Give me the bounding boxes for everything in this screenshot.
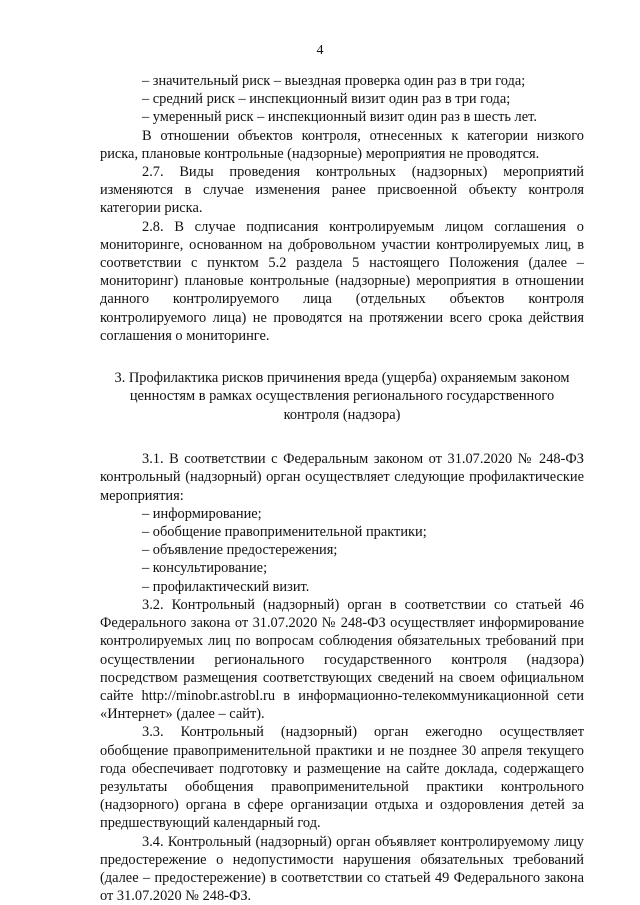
prevention-list-item: – консультирование;	[142, 560, 268, 577]
risk-list-item: – средний риск – инспекционный визит один раз в три года;	[142, 91, 511, 108]
prevention-list-item: – информирование;	[142, 505, 262, 522]
paragraph-3-4: 3.4. Контрольный (надзорный) орган объявляет контролируемому лицу предостережение о недопустимости нарушения обязательных требований (далее – предостережение) в соответствии со статьей 49 Федерального закона от 31.07.2020 № 248-ФЗ.	[100, 833, 584, 905]
document-body	[100, 72, 584, 905]
prevention-list-item: – обобщение правоприменительной практики;	[142, 524, 427, 541]
section-3-heading: 3. Профилактика рисков причинения вреда (ущерба) охраняемым законом ценностям в рамках осуществления регионального государственного контроля (надзора)	[114, 370, 570, 423]
prevention-list-item: – объявление предостережения;	[142, 542, 338, 559]
paragraph-3-3: 3.3. Контрольный (надзорный) орган ежегодно осуществляет обобщение правоприменительной практики и не позднее 30 апреля текущего года обеспечивает подготовку и размещение на сайте доклада, содержащего результаты обобщения правоприменительной практики контрольного (надзорного) органа в сфере организации отдыха и оздоровления детей за предшествующий календарный год.	[100, 724, 584, 832]
low-risk-paragraph: В отношении объектов контроля, отнесенных к категории низкого риска, плановые контрольные (надзорные) мероприятия не проводятся.	[100, 127, 584, 162]
risk-list-item: – умеренный риск – инспекционный визит один раз в шесть лет.	[142, 109, 537, 126]
paragraph-2-7: 2.7. Виды проведения контрольных (надзорных) мероприятий изменяются в случае изменения ранее присвоенной объекту контроля категории риска.	[100, 164, 584, 217]
paragraph-3-2: 3.2. Контрольный (надзорный) орган в соответствии со статьей 46 Федерального закона от 31.07.2020 № 248-ФЗ осуществляет информирование контролируемых лиц по вопросам соблюдения обязательных требований при осуществлении регионального государственного контроля (надзора) посредством размещения соответствующих сведений на своем официальном сайте http://minobr.astrobl.ru в информационно-телекоммуникационной сети «Интернет» (далее – сайт).	[100, 596, 584, 723]
paragraph-2-8: 2.8. В случае подписания контролируемым лицом соглашения о мониторинге, основанном на добровольном участии контролируемых лиц, в соответствии с пунктом 5.2 раздела 5 настоящего Положения (далее – мониторинг) плановые контрольные (надзорные) мероприятия в отношении данного контролируемого лица (отдельных объектов контроля контролируемого лица) не проводятся на протяжении всего срока действия соглашения о мониторинге.	[100, 218, 584, 344]
paragraph-3-1: 3.1. В соответствии с Федеральным законом от 31.07.2020 № 248-ФЗ контрольный (надзорный) орган осуществляет следующие профилактические мероприятия:	[100, 451, 584, 504]
prevention-list-item: – профилактический визит.	[142, 578, 310, 595]
page-number: 4	[316, 43, 324, 58]
risk-list-item: – значительный риск – выездная проверка один раз в три года;	[142, 73, 526, 89]
